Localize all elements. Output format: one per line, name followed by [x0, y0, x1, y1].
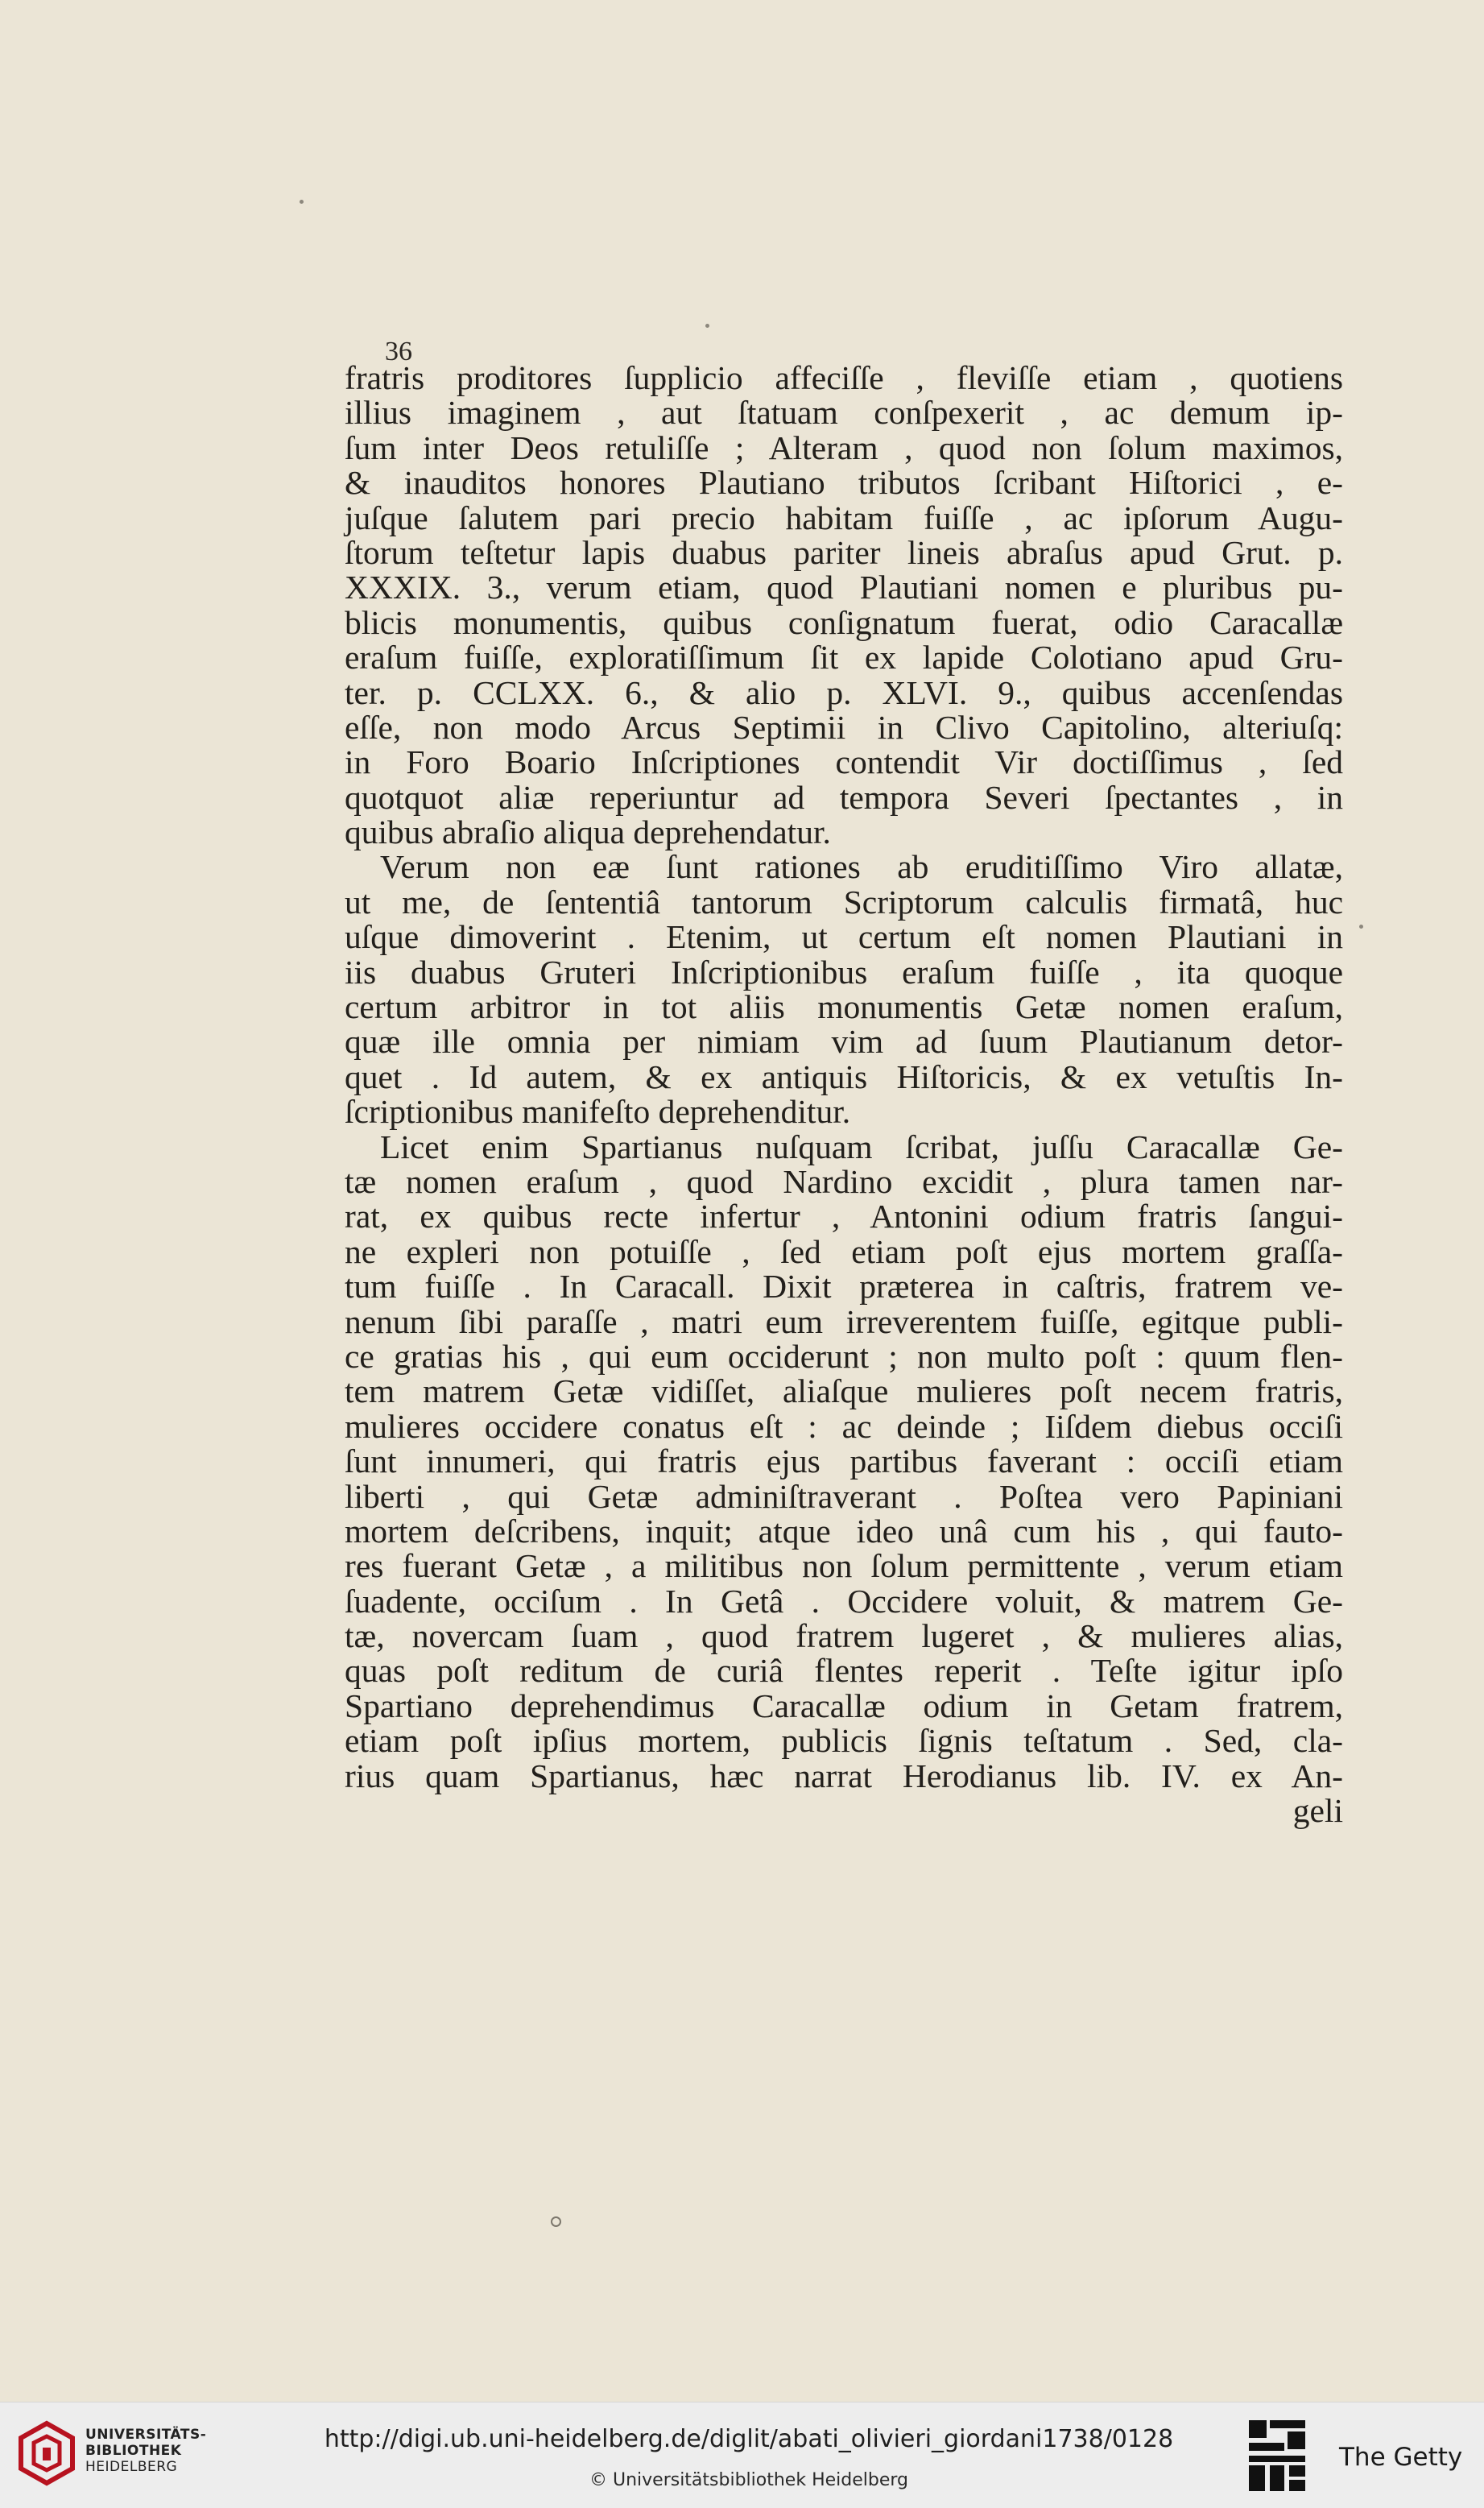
text-line: rius quam Spartianus, hæc narrat Herodianus lib. IV. ex An-: [345, 1757, 1343, 1794]
partner-name: The Getty: [1339, 2443, 1463, 2472]
text-line: quotquot aliæ reperiuntur ad tempora Severi ſpectantes , in: [345, 778, 1343, 816]
text-line: in Foro Boario Inſcriptiones contendit Vir doctiſſimus , ſed: [345, 743, 1343, 781]
text-line: uſque dimoverint . Etenim, ut certum eſt nomen Plautiani in: [345, 918, 1343, 956]
text-line: ſcriptionibus manifeſto deprehenditur.: [345, 1093, 851, 1131]
getty-mark-icon: [1244, 2417, 1310, 2494]
text-line: XXXIX. 3., verum etiam, quod Plautiani nomen e pluribus pu-: [345, 569, 1343, 606]
text-line: quet . Id autem, & ex antiquis Hiſtoricis, & ex vetuſtis In-: [345, 1057, 1343, 1095]
text-line: quas poſt reditum de curiâ flentes reperit . Teſte igitur ipſo: [345, 1652, 1343, 1690]
text-line: quibus abraſio aliqua deprehendatur.: [345, 813, 831, 851]
text-line: Verum non eæ ſunt rationes ab eruditiſſimo Viro allatæ,: [380, 848, 1343, 886]
text-line: ſunt innumeri, qui fratris ejus partibus faverant : occiſi etiam: [345, 1442, 1343, 1480]
text-line: & inauditos honores Plautiano tributos ſcribant Hiſtorici , e-: [345, 464, 1343, 502]
text-line: iis duabus Gruteri Inſcriptionibus eraſum fuiſſe , ita quoque: [345, 953, 1343, 991]
text-line: tem matrem Getæ vidiſſet, aliaſque mulieres poſt necem fratris,: [345, 1372, 1343, 1410]
page-number: 36: [385, 337, 412, 366]
text-line: tum fuiſſe . In Caracall. Dixit præterea in caſtris, fratrem ve-: [345, 1268, 1343, 1306]
paper-speck: [300, 200, 304, 204]
copyright-notice: © Universitätsbibliothek Heidelberg: [589, 2470, 908, 2490]
library-name-line: HEIDELBERG: [85, 2459, 178, 2475]
getty-logo[interactable]: [1244, 2417, 1478, 2498]
text-line: ut me, de ſententiâ tantorum Scriptorum calculis firmatâ, huc: [345, 883, 1343, 921]
text-line: nenum ſibi paraſſe , matri eum irreverentem fuiſſe, egitque publi-: [345, 1302, 1343, 1340]
text-line: Licet enim Spartianus nuſquam ſcribat, juſſu Caracallæ Ge-: [380, 1128, 1343, 1165]
text-line: tæ nomen eraſum , quod Nardino excidit , plura tamen nar-: [345, 1162, 1343, 1200]
text-line: juſque ſalutem pari precio habitam fuiſſe , ac ipſorum Augu-: [345, 499, 1343, 536]
text-line: quæ ille omnia per nimiam vim ad ſuum Plautianum detor-: [345, 1023, 1343, 1061]
viewer-footer: [0, 2402, 1484, 2508]
permalink-url[interactable]: http://digi.ub.uni-heidelberg.de/diglit/abati_olivieri_giordani1738/0128: [324, 2425, 1174, 2453]
library-name-line: UNIVERSITÄTS-: [85, 2427, 207, 2443]
text-line: certum arbitror in tot aliis monumentis Getæ nomen eraſum,: [345, 988, 1343, 1026]
catchword: geli: [1292, 1792, 1343, 1830]
text-line: ce gratias his , qui eum occiderunt ; non multo poſt : quum flen-: [345, 1337, 1343, 1375]
text-line: Spartiano deprehendimus Caracallæ odium in Getam fratrem,: [345, 1686, 1343, 1724]
paper-speck: [705, 324, 709, 328]
body-text: [345, 361, 1343, 1828]
text-line: mortem deſcribens, inquit; atque ideo unâ cum his , qui fauto-: [345, 1512, 1343, 1550]
text-line: fratris proditores ſupplicio affeciſſe , fleviſſe etiam , quotiens: [345, 359, 1343, 396]
text-line: tæ, novercam ſuam , quod fratrem lugeret , & mulieres alias,: [345, 1617, 1343, 1655]
library-seal-icon: [16, 2420, 77, 2486]
text-line: etiam poſt ipſius mortem, publicis ſignis teſtatum . Sed, cla-: [345, 1722, 1343, 1760]
text-line: eſſe, non modo Arcus Septimii in Clivo Capitolino, alteriuſq:: [345, 708, 1343, 746]
text-line: blicis monumentis, quibus conſignatum fuerat, odio Caracallæ: [345, 603, 1343, 641]
paper-speck: [1359, 925, 1363, 929]
text-line: illius imaginem , aut ſtatuam conſpexerit , ac demum ip-: [345, 394, 1343, 432]
text-line: ter. p. CCLXX. 6., & alio p. XLVI. 9., quibus accenſendas: [345, 673, 1343, 711]
text-line: liberti , qui Getæ adminiſtraverant . Poſtea vero Papiniani: [345, 1477, 1343, 1515]
library-logo[interactable]: [16, 2417, 217, 2489]
text-line: ſum inter Deos retuliſſe ; Alteram , quod non ſolum maximos,: [345, 428, 1343, 466]
paper-speck: [551, 2216, 561, 2227]
text-line: mulieres occidere conatus eſt : ac deinde ; Iiſdem diebus occiſi: [345, 1407, 1343, 1445]
text-line: res fuerant Getæ , a militibus non ſolum permittente , verum etiam: [345, 1547, 1343, 1585]
text-line: ne expleri non potuiſſe , ſed etiam poſt ejus mortem graſſa-: [345, 1232, 1343, 1270]
library-name-line: BIBLIOTHEK: [85, 2443, 182, 2459]
text-line: eraſum fuiſſe, exploratiſſimum ſit ex lapide Colotiano apud Gru-: [345, 639, 1343, 677]
text-line: ſtorum teſtetur lapis duabus pariter lineis abraſus apud Grut. p.: [345, 533, 1343, 571]
text-line: ſuadente, occiſum . In Getâ . Occidere voluit, & matrem Ge-: [345, 1582, 1343, 1620]
text-line: rat, ex quibus recte infertur , Antonini odium fratris ſangui-: [345, 1198, 1343, 1235]
